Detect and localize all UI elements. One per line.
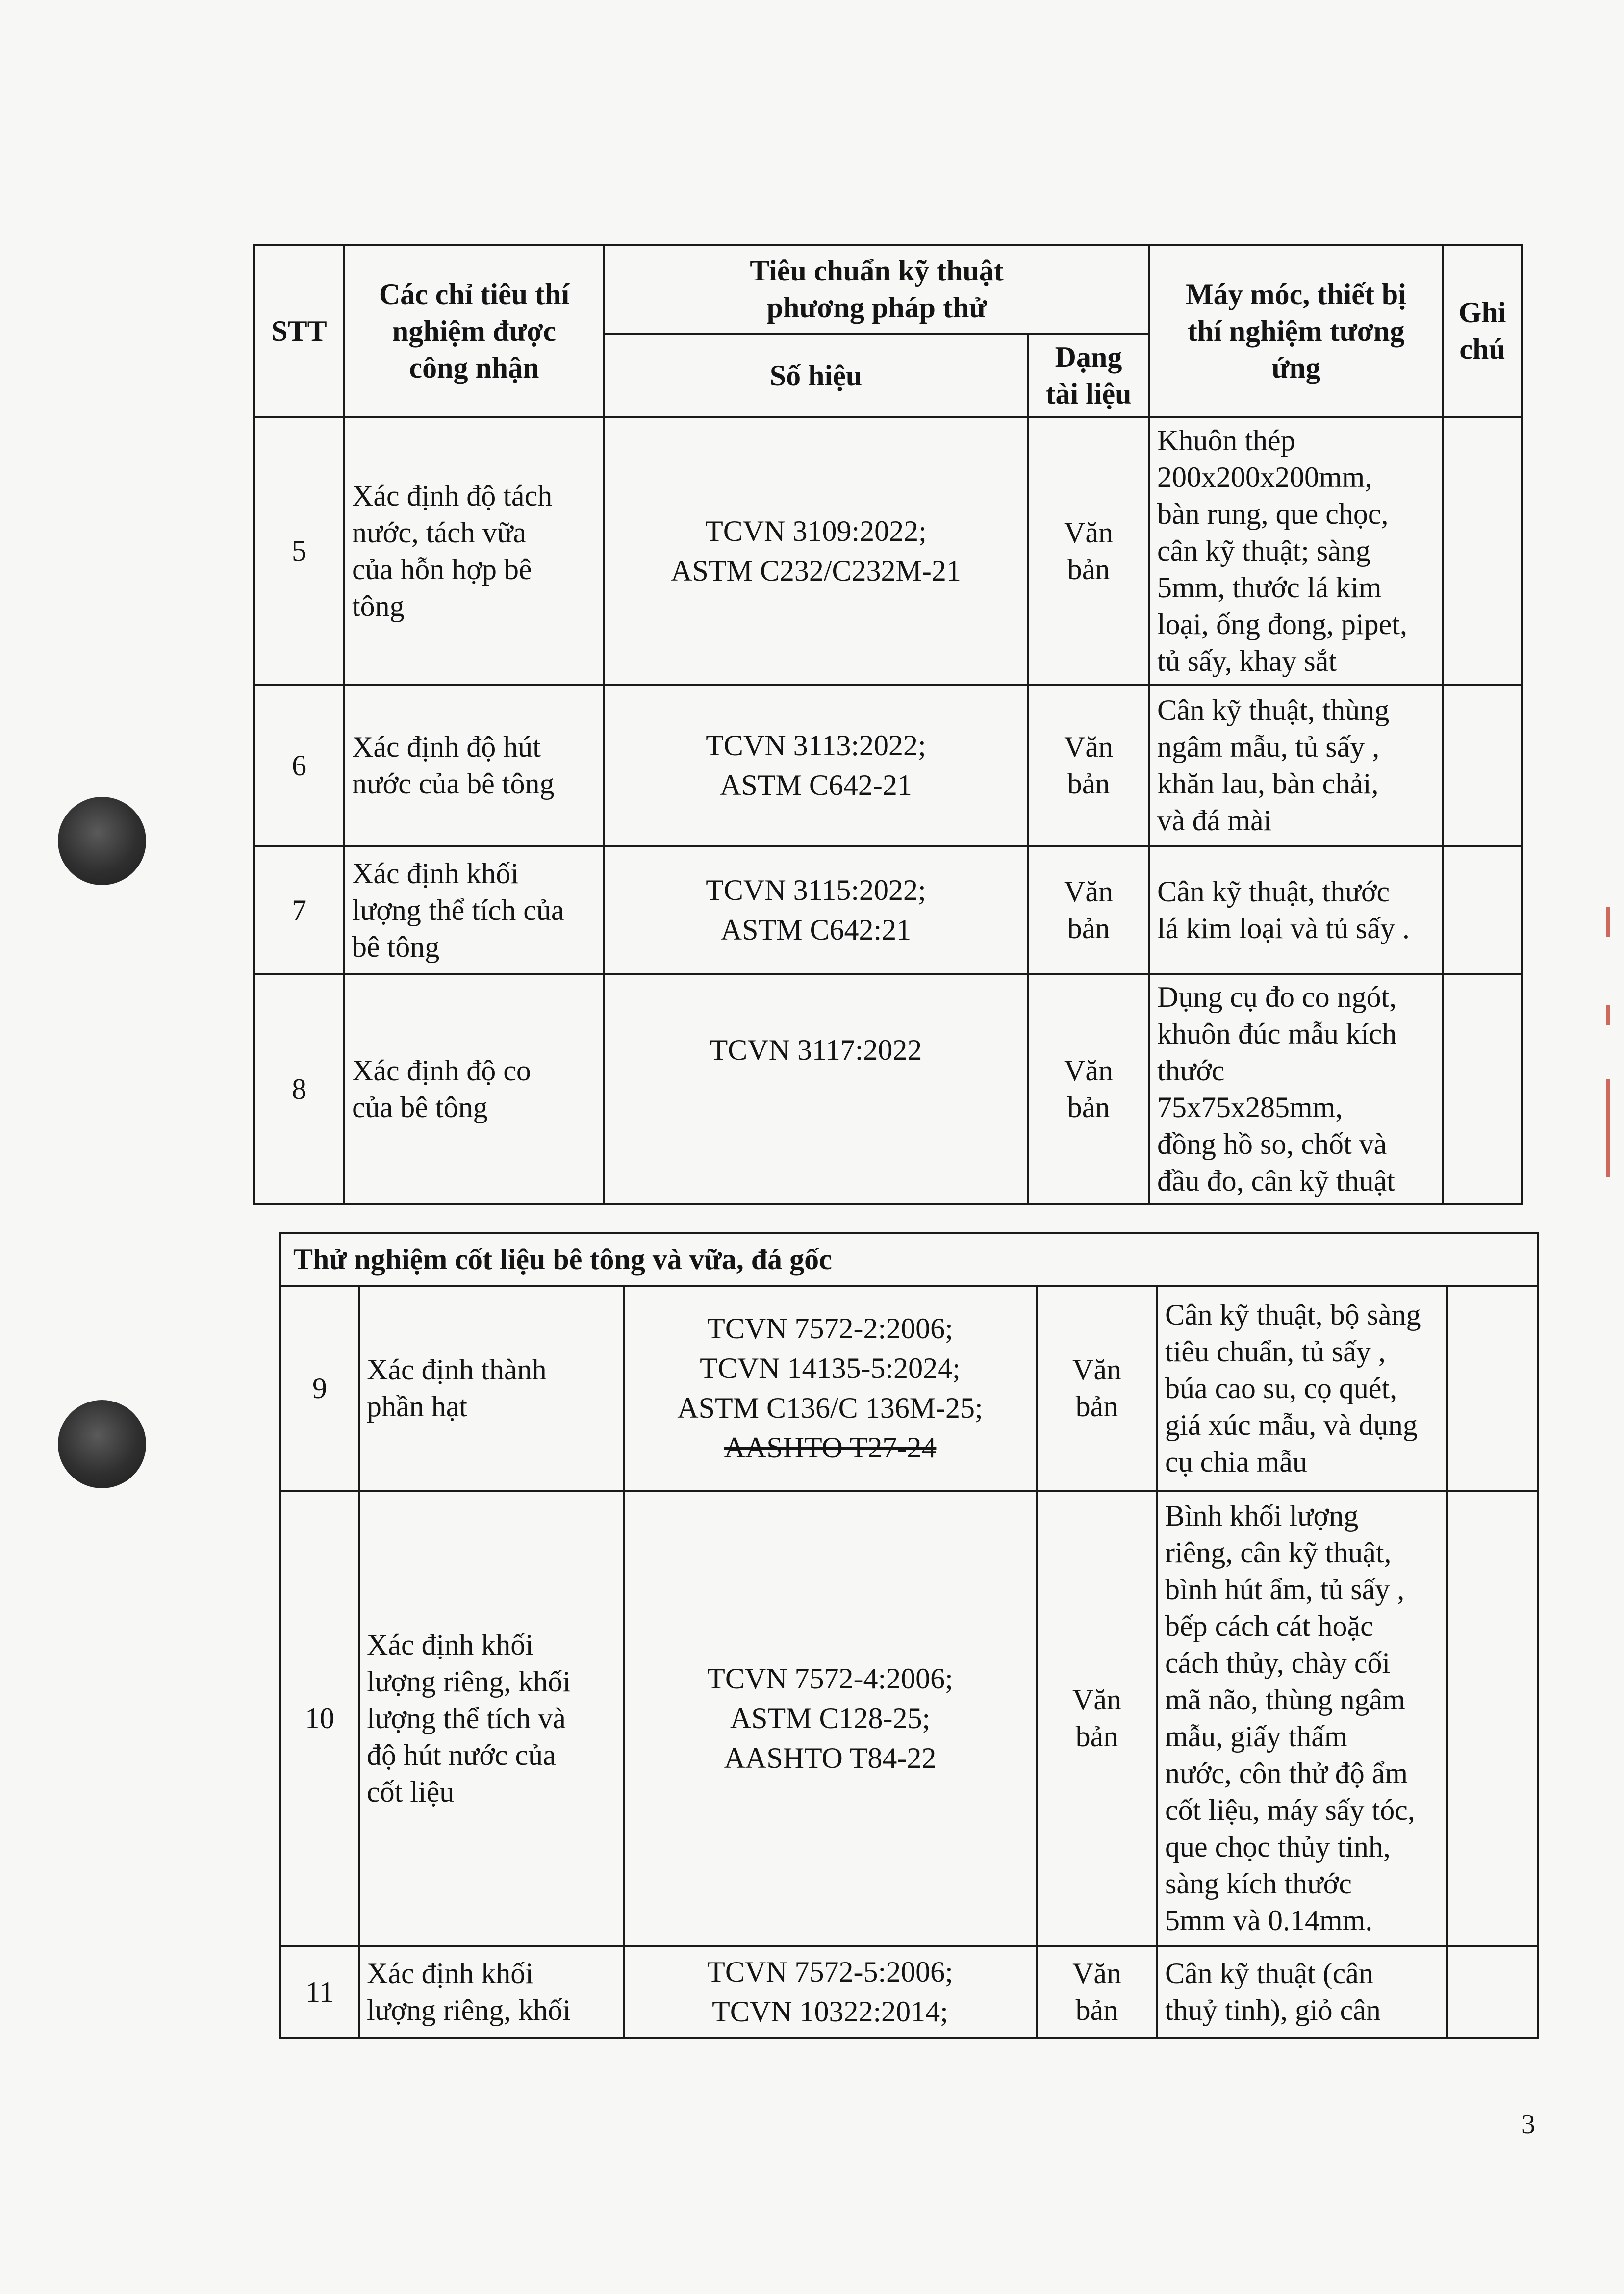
cell-note xyxy=(1447,1491,1538,1946)
margin-stamp-mark xyxy=(1606,1079,1610,1177)
cell-doc-type: Văn bản xyxy=(1028,417,1149,685)
cell-standards: TCVN 3113:2022; ASTM C642-21 xyxy=(604,685,1028,846)
cell-equipment: Khuôn thép 200x200x200mm, bàn rung, que chọc, cân kỹ thuật; sàng 5mm, thước lá kim loại, ống đong, pipet, tủ sấy, khay sắt xyxy=(1149,417,1443,685)
cell-note xyxy=(1443,974,1522,1204)
cell-standards: TCVN 3115:2022; ASTM C642:21 xyxy=(604,846,1028,974)
cell-doc-type: Văn bản xyxy=(1028,846,1149,974)
cell-criteria: Xác định khối lượng riêng, khối lượng thể tích và độ hút nước của cốt liệu xyxy=(359,1491,624,1946)
cell-note xyxy=(1443,846,1522,974)
cell-criteria: Xác định khối lượng riêng, khối xyxy=(359,1946,624,2038)
cell-equipment: Cân kỹ thuật, thước lá kim loại và tủ sấy . xyxy=(1149,846,1443,974)
table-row xyxy=(280,1946,1538,2038)
cell-standards: TCVN 3109:2022; ASTM C232/C232M-21 xyxy=(604,417,1028,685)
cell-equipment: Cân kỹ thuật, bộ sàng tiêu chuẩn, tủ sấy , búa cao su, cọ quét, giá xúc mẫu, và dụng cụ chia mẫu xyxy=(1157,1286,1447,1491)
header-standard-group: Tiêu chuẩn kỹ thuật phương pháp thử xyxy=(604,245,1149,334)
cell-stt: 7 xyxy=(254,846,344,974)
cell-equipment: Cân kỹ thuật (cân thuỷ tinh), giỏ cân xyxy=(1157,1946,1447,2038)
cell-standards: TCVN 7572-5:2006; TCVN 10322:2014; xyxy=(624,1946,1037,2038)
cell-criteria: Xác định khối lượng thể tích của bê tông xyxy=(344,846,604,974)
header-number: Số hiệu xyxy=(604,334,1028,417)
cell-standards: TCVN 7572-4:2006; ASTM C128-25; AASHTO T84-22 xyxy=(624,1491,1037,1946)
cell-criteria: Xác định độ co của bê tông xyxy=(344,974,604,1204)
cell-criteria: Xác định độ hút nước của bê tông xyxy=(344,685,604,846)
page-number: 3 xyxy=(1522,2109,1535,2140)
cell-equipment: Dụng cụ đo co ngót, khuôn đúc mẫu kích thước 75x75x285mm, đồng hồ so, chốt và đầu đo, cân kỹ thuật xyxy=(1149,974,1443,1204)
cell-stt: 9 xyxy=(280,1286,359,1491)
table-row xyxy=(254,846,1522,974)
cell-note xyxy=(1447,1286,1538,1491)
cell-standards: TCVN 7572-2:2006; TCVN 14135-5:2024; ASTM C136/C 136M-25; AASHTO T27-24 xyxy=(624,1286,1037,1491)
punch-hole-bottom xyxy=(58,1400,146,1488)
cell-stt: 6 xyxy=(254,685,344,846)
section-title: Thử nghiệm cốt liệu bê tông và vữa, đá gốc xyxy=(280,1233,1538,1286)
cell-standards: TCVN 3117:2022 xyxy=(604,974,1028,1204)
cell-criteria: Xác định độ tách nước, tách vữa của hỗn hợp bê tông xyxy=(344,417,604,685)
cell-equipment: Bình khối lượng riêng, cân kỹ thuật, bình hút ẩm, tủ sấy , bếp cách cát hoặc cách thủy, chày cối mã não, thùng ngâm mẫu, giấy thấm nước, côn thử độ ẩm cốt liệu, máy sấy tóc, que chọc thủy tinh, sàng kích thước 5mm và 0.14mm. xyxy=(1157,1491,1447,1946)
cell-stt: 10 xyxy=(280,1491,359,1946)
cell-doc-type: Văn bản xyxy=(1037,1286,1157,1491)
header-doc-type: Dạng tài liệu xyxy=(1028,334,1149,417)
standards-table-top xyxy=(253,244,1523,1205)
cell-note xyxy=(1447,1946,1538,2038)
header-note: Ghi chú xyxy=(1443,245,1522,417)
header-stt: STT xyxy=(254,245,344,417)
standards-table-bottom xyxy=(279,1232,1539,2039)
cell-criteria: Xác định thành phần hạt xyxy=(359,1286,624,1491)
table-row xyxy=(280,1491,1538,1946)
punch-hole-top xyxy=(58,797,146,885)
table-row xyxy=(280,1286,1538,1491)
cell-stt: 5 xyxy=(254,417,344,685)
table-row xyxy=(254,685,1522,846)
table-row xyxy=(254,417,1522,685)
cell-doc-type: Văn bản xyxy=(1037,1491,1157,1946)
cell-doc-type: Văn bản xyxy=(1028,974,1149,1204)
margin-stamp-mark xyxy=(1606,907,1610,937)
cell-stt: 8 xyxy=(254,974,344,1204)
header-criteria: Các chỉ tiêu thí nghiệm được công nhận xyxy=(344,245,604,417)
cell-equipment: Cân kỹ thuật, thùng ngâm mẫu, tủ sấy , khăn lau, bàn chải, và đá mài xyxy=(1149,685,1443,846)
cell-stt: 11 xyxy=(280,1946,359,2038)
cell-doc-type: Văn bản xyxy=(1028,685,1149,846)
header-equipment: Máy móc, thiết bị thí nghiệm tương ứng xyxy=(1149,245,1443,417)
table-row xyxy=(254,974,1522,1204)
margin-stamp-mark xyxy=(1606,1005,1610,1025)
cell-note xyxy=(1443,417,1522,685)
cell-doc-type: Văn bản xyxy=(1037,1946,1157,2038)
cell-note xyxy=(1443,685,1522,846)
